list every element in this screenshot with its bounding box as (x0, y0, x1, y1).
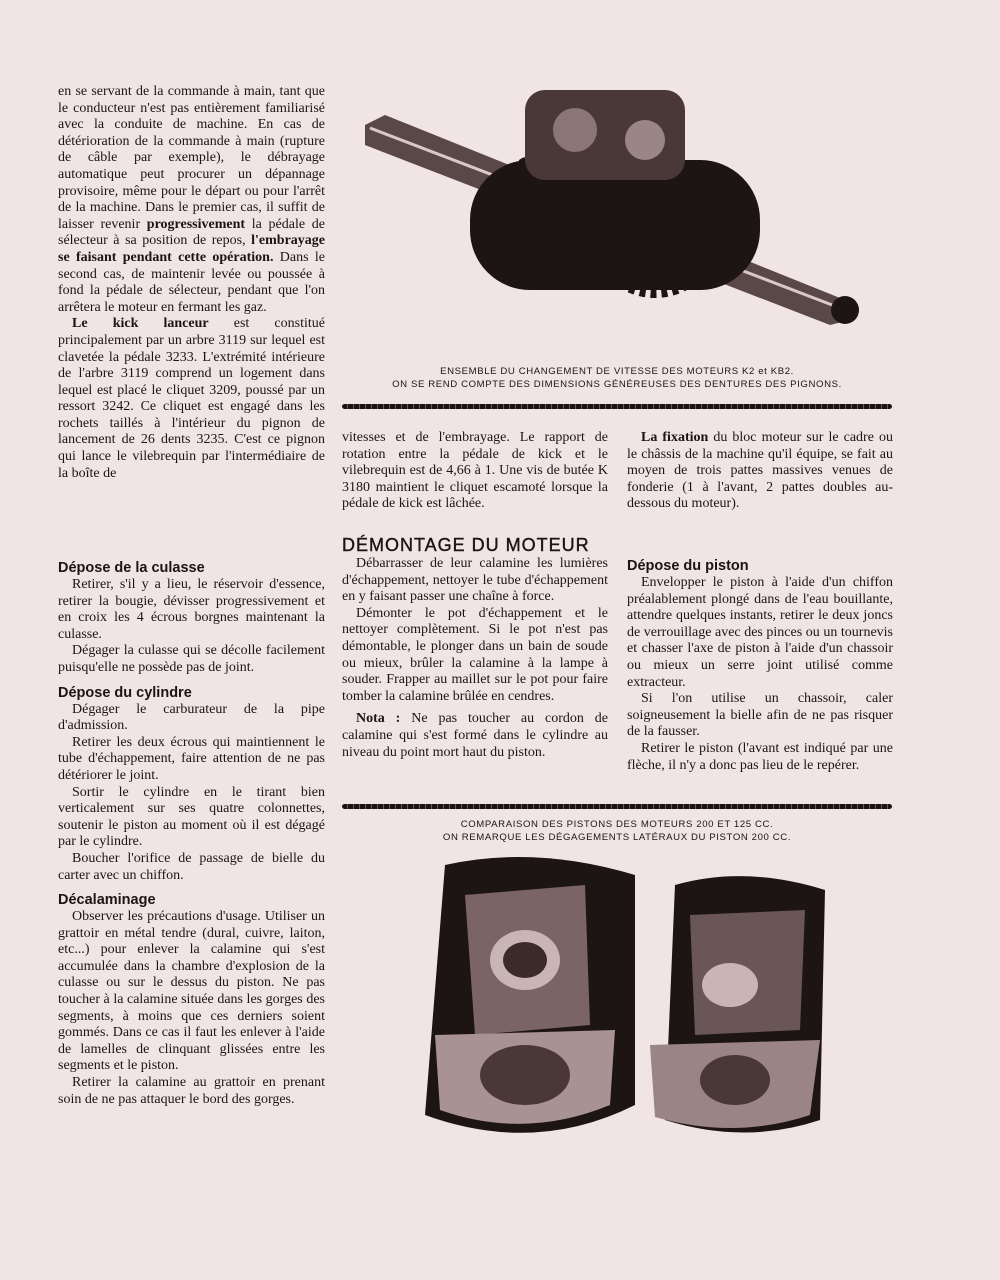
right-column-bottom (627, 550, 893, 774)
text: la pédale de sélecteur à sa position de repos, (58, 216, 325, 249)
section-title: DÉMONTAGE DU MOTEUR (342, 535, 590, 555)
middle-column-bottom (342, 534, 608, 761)
pistons-photo (405, 855, 835, 1145)
text: vitesses et de l'embrayage. Le rapport de rotation entre la pédale de kick et le vilebrequin est de 4,66 à 1. Une vis de butée K 3180 maintient le cliquet escamoté lorsque la pédale de kick est lâchée. (342, 430, 608, 512)
decorative-divider (342, 804, 892, 809)
caption-line: ON REMARQUE LES DÉGAGEMENTS LATÉRAUX DU PISTON 200 CC. (442, 832, 792, 843)
paragraph: Démonter le pot d'échappement et le nettoyer complètement. Si le pot n'est pas démontable, le plonger dans un bain de soude ou mieux, brûler la calamine à la lampe à souder. Frapper au maillet sur le pot pour faire tomber la calamine brûlée en cendres. (342, 605, 608, 704)
text: Dans le second cas, de maintenir levée ou poussée à fond la pédale de sélecteur, pendant que l'on arrêtera le moteur en fermant les gaz. (58, 249, 325, 315)
gearbox-photo (345, 70, 885, 342)
left-column-bottom (58, 552, 325, 1108)
gearbox-caption (342, 365, 892, 391)
kick-lanceur-label: Le kick lanceur (72, 316, 209, 332)
paragraph: Observer les précautions d'usage. Utiliser un grattoir en métal tendre (dural, cuivre, laiton, etc...) pour enlever la calamine qui s'est accumulée dans la chambre d'explosion de la culasse ou sur le dessus du piston. Ne pas toucher à la calamine située dans les gorges des segments, à moins que ces derniers soient gommés. Dans ce cas il faut les enlever à l'aide de lamelles de clinquant glissées entre les segments et le piston. (58, 909, 325, 1074)
paragraph: Retirer, s'il y a lieu, le réservoir d'essence, retirer la bougie, dévisser progressivement et en croix les 4 écrous borgnes maintenant la culasse. (58, 577, 325, 642)
nota-label: Nota : (356, 711, 401, 727)
right-column-top (627, 430, 893, 513)
paragraph: Envelopper le piston à l'aide d'un chiffon préalablement plongé dans de l'eau bouillante, attendre quelques instants, retirer le deux joncs de verrouillage avec des pinces ou un tournevis et chasser l'axe de piston à l'aide d'un chassoir ou mieux un serre joint utilisé comme extracteur. (627, 575, 893, 690)
caption-line: ENSEMBLE DU CHANGEMENT DE VITESSE DES MOTEURS K2 et KB2. (440, 366, 794, 377)
section-heading: Dépose du cylindre (58, 684, 192, 701)
caption-line: COMPARAISON DES PISTONS DES MOTEURS 200 ET 125 CC. (460, 819, 774, 830)
paragraph: Dégager le carburateur de la pipe d'admission. (58, 701, 325, 734)
section-heading: Dépose de la culasse (58, 560, 205, 576)
paragraph: Retirer la calamine au grattoir en prenant soin de ne pas attaquer le bord des gorges. (58, 1075, 325, 1107)
text: est constitué principalement par un arbre 3119 sur lequel est clavetée la pédale 3233. L'extrémité intérieure de l'arbre 3119 comprend un logement dans lequel est placé le cliquet 3209, poussé par un ressort 3242. Ce cliquet est engagé dans les rochets taillés à l'intérieur du pignon de lancement de 26 dents 3235. C'est ce pignon qui lance le vilebrequin par l'intermédiaire de la boîte de (58, 316, 325, 481)
pistons-caption (342, 818, 892, 844)
decorative-divider (342, 404, 892, 409)
text: Ne pas toucher au cordon de calamine qui s'est formé dans le cylindre au niveau du point mort haut du piston. (342, 711, 608, 760)
text: du bloc moteur sur le cadre ou le châssis de la machine qu'il équipe, se fait au moyen de trois pattes massives venues de fonderie (1 à l'avant, 2 pattes doubles au-dessous du moteur). (627, 430, 893, 512)
bold-text: progressivement (146, 216, 246, 232)
bold-text: La fixation (641, 430, 709, 445)
section-heading: Décalaminage (58, 892, 156, 909)
paragraph: Débarrasser de leur calamine les lumières d'échappement, nettoyer le tube d'échappement en y faisant passer une chaîne à force. (342, 556, 608, 605)
left-column-top (58, 84, 325, 482)
text: en se servant de la commande à main, tant que le conducteur n'est pas entièrement familiarisé avec la conduite de machine. En cas de détérioration de la commande à main (rupture de câble par exemple), le débrayage automatique peut procurer un dépannage provisoire, même pour le départ ou pour l'arrêt de la machine. Dans le premier cas, il suffit de laisser revenir (58, 84, 325, 232)
paragraph: Retirer les deux écrous qui maintiennent le tube d'échappement, faire attention de ne pas détériorer le joint. (58, 734, 325, 783)
paragraph: Si l'on utilise un chassoir, caler soigneusement la bielle afin de ne pas risquer de la fausser. (627, 691, 893, 740)
paragraph: Sortir le cylindre en le tirant bien verticalement sur ses quatre colonnettes, soutenir le piston au moment où il est dégagé par le cylindre. (58, 784, 325, 850)
paragraph: Dégager la culasse qui se décolle facilement puisqu'elle ne possède pas de joint. (58, 643, 325, 675)
paragraph: Boucher l'orifice de passage de bielle du carter avec un chiffon. (58, 850, 325, 883)
bold-text: l'embrayage se faisant pendant cette opération. (58, 233, 325, 265)
section-heading: Dépose du piston (627, 558, 749, 574)
paragraph: Retirer le piston (l'avant est indiqué par une flèche, il n'y a donc pas lieu de le repérer. (627, 740, 893, 773)
middle-column-top (342, 430, 608, 513)
caption-line: ON SE REND COMPTE DES DIMENSIONS GÉNÉREUSES DES DENTURES DES PIGNONS. (392, 379, 842, 390)
